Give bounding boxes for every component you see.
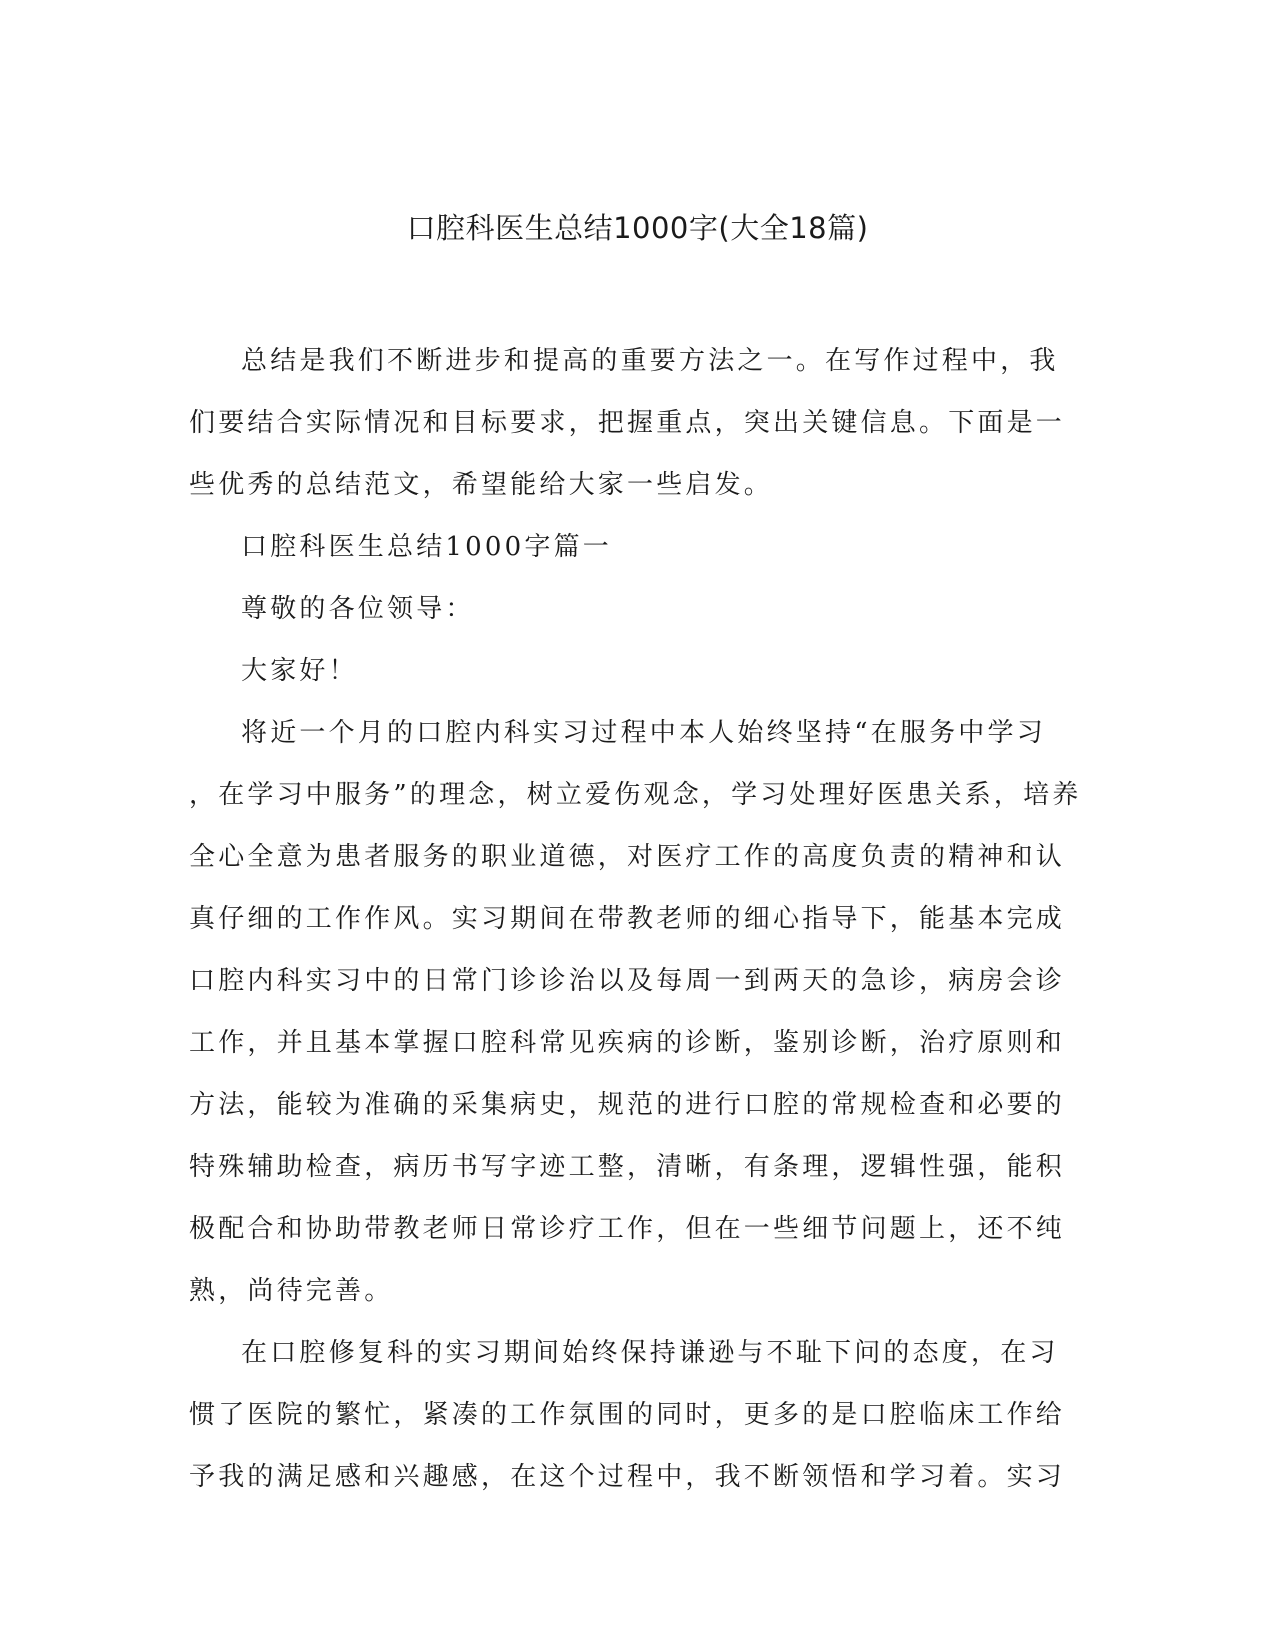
- paragraph-internship: [189, 702, 1082, 1322]
- text-line: 口腔内科实习中的日常门诊诊治以及每周一到两天的急诊，病房会诊: [189, 966, 1066, 996]
- text-line: 尊敬的各位领导：: [241, 594, 475, 624]
- greeting: [189, 640, 1069, 702]
- text-line: 们要结合实际情况和目标要求，把握重点，突出关键信息。下面是一: [189, 408, 1066, 438]
- text-line: 极配合和协助带教老师日常诊疗工作，但在一些细节问题上，还不纯: [189, 1214, 1066, 1244]
- text-line: 特殊辅助检查，病历书写字迹工整，清晰，有条理，逻辑性强，能积: [189, 1152, 1066, 1182]
- text-line: 大家好！: [241, 656, 358, 686]
- section-heading: [189, 516, 1069, 578]
- text-line: 口腔科医生总结1000字篇一: [241, 532, 612, 562]
- text-line: 予我的满足感和兴趣感，在这个过程中，我不断领悟和学习着。实习: [189, 1462, 1066, 1492]
- text-line: 工作，并且基本掌握口腔科常见疾病的诊断，鉴别诊断，治疗原则和: [189, 1028, 1066, 1058]
- paragraph-prosthodontics: [189, 1322, 1069, 1508]
- text-line: 方法，能较为准确的采集病史，规范的进行口腔的常规检查和必要的: [189, 1090, 1066, 1120]
- text-line: 总结是我们不断进步和提高的重要方法之一。在写作过程中，我: [241, 346, 1059, 376]
- document-body: [189, 330, 1082, 1508]
- document-title: 口腔科医生总结1000字(大全18篇): [406, 211, 869, 245]
- salutation: [189, 578, 1069, 640]
- paragraph-intro: [189, 330, 1069, 516]
- text-line: 在口腔修复科的实习期间始终保持谦逊与不耻下问的态度，在习: [241, 1338, 1059, 1368]
- text-line: 真仔细的工作作风。实习期间在带教老师的细心指导下，能基本完成: [189, 904, 1066, 934]
- text-line: 将近一个月的口腔内科实习过程中本人始终坚持“在服务中学习: [241, 718, 1046, 748]
- text-line: 些优秀的总结范文，希望能给大家一些启发。: [189, 470, 774, 500]
- text-line: 全心全意为患者服务的职业道德，对医疗工作的高度负责的精神和认: [189, 842, 1066, 872]
- text-line: 惯了医院的繁忙，紧凑的工作氛围的同时，更多的是口腔临床工作给: [189, 1400, 1066, 1430]
- text-line: ，在学习中服务”的理念，树立爱伤观念，学习处理好医患关系，培养: [189, 780, 1082, 810]
- text-line: 熟，尚待完善。: [189, 1276, 394, 1306]
